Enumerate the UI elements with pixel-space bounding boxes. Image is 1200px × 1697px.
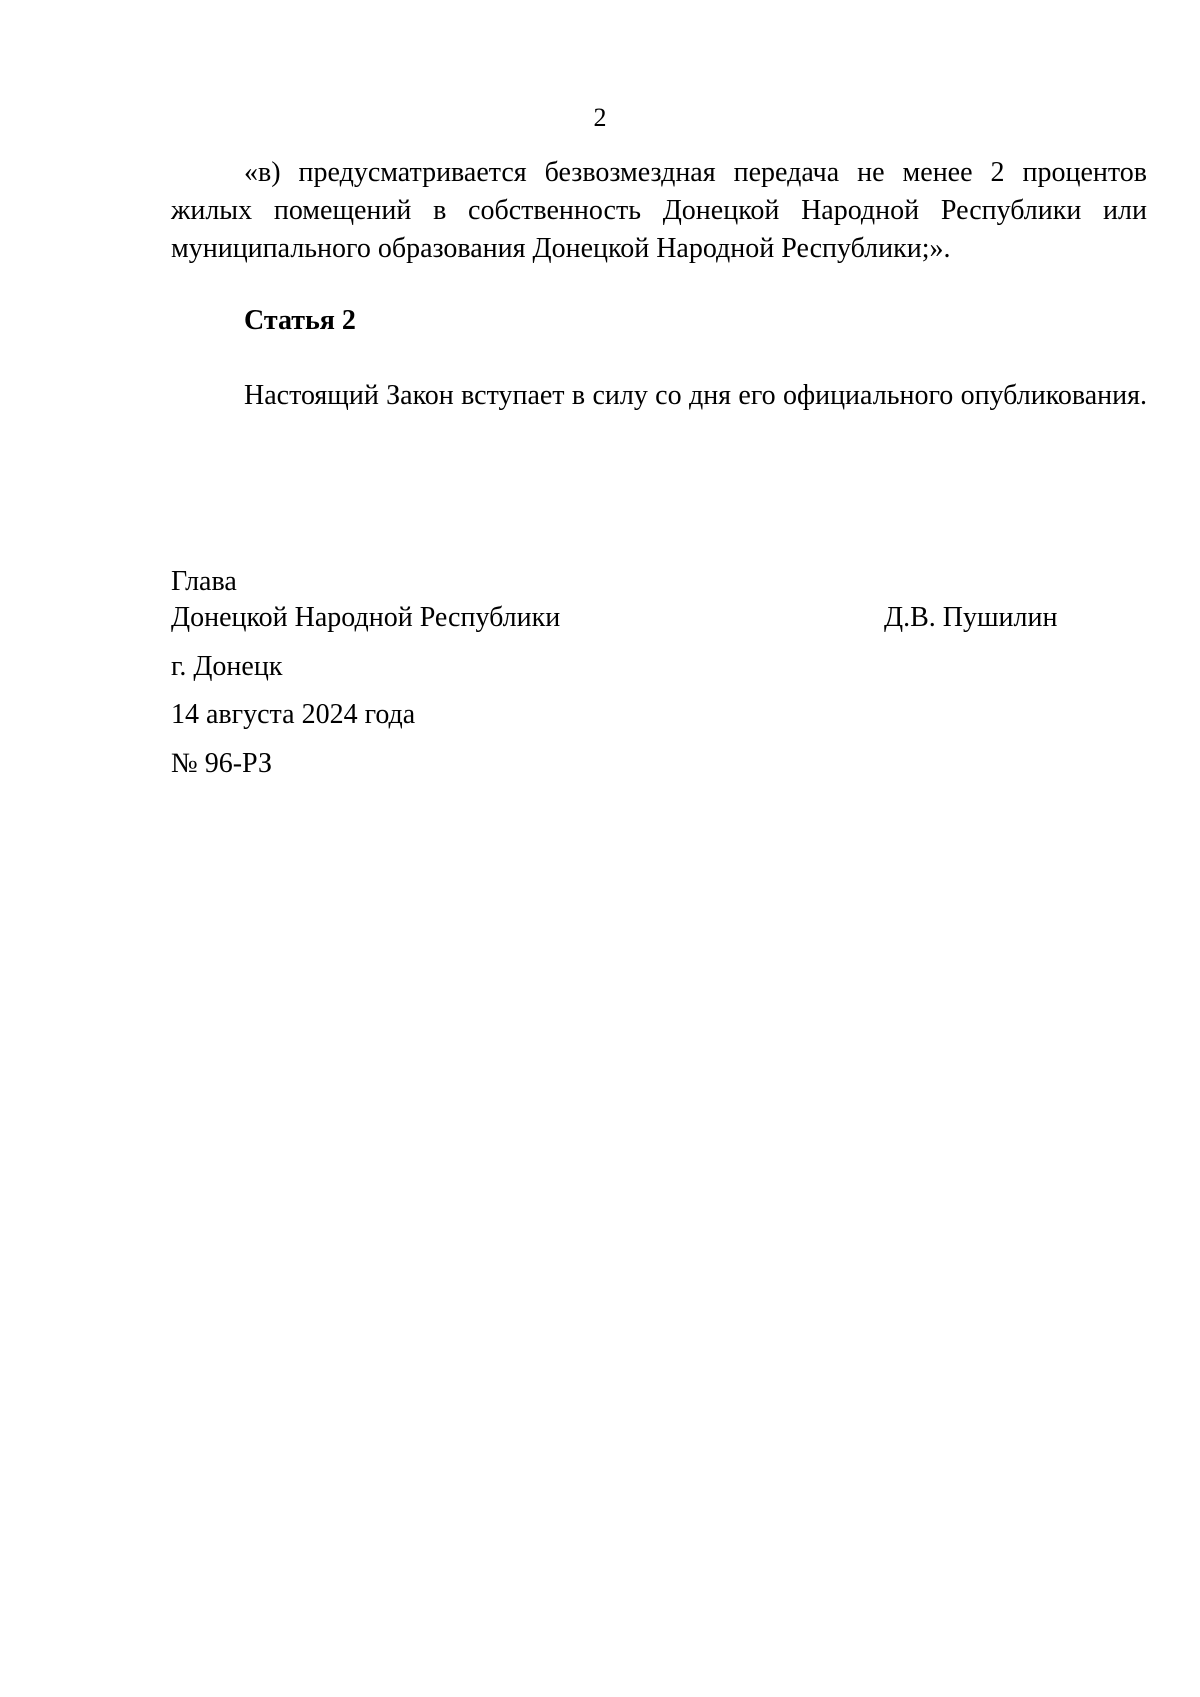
article-text: Настоящий Закон вступает в силу со дня его официального опубликования. bbox=[244, 380, 1147, 411]
amendment-line-2: жилых помещений в собственность Донецкой Народной Республики или bbox=[171, 195, 1147, 226]
amendment-paragraph bbox=[171, 154, 1147, 268]
amendment-line-3: муниципального образования Донецкой Народной Республики;». bbox=[171, 233, 951, 264]
page-number: 2 bbox=[593, 103, 607, 132]
law-number: № 96-РЗ bbox=[171, 748, 272, 779]
signatory-position-line-1: Глава bbox=[171, 566, 237, 597]
place-of-signing: г. Донецк bbox=[171, 651, 283, 682]
signatory-position-line-2: Донецкой Народной Республики bbox=[171, 602, 561, 633]
signing-date: 14 августа 2024 года bbox=[171, 699, 416, 730]
signatory-name: Д.В. Пушилин bbox=[884, 602, 1058, 633]
article-heading: Статья 2 bbox=[244, 305, 356, 336]
amendment-line-1: «в) предусматривается безвозмездная передача не менее 2 процентов bbox=[244, 157, 1147, 188]
